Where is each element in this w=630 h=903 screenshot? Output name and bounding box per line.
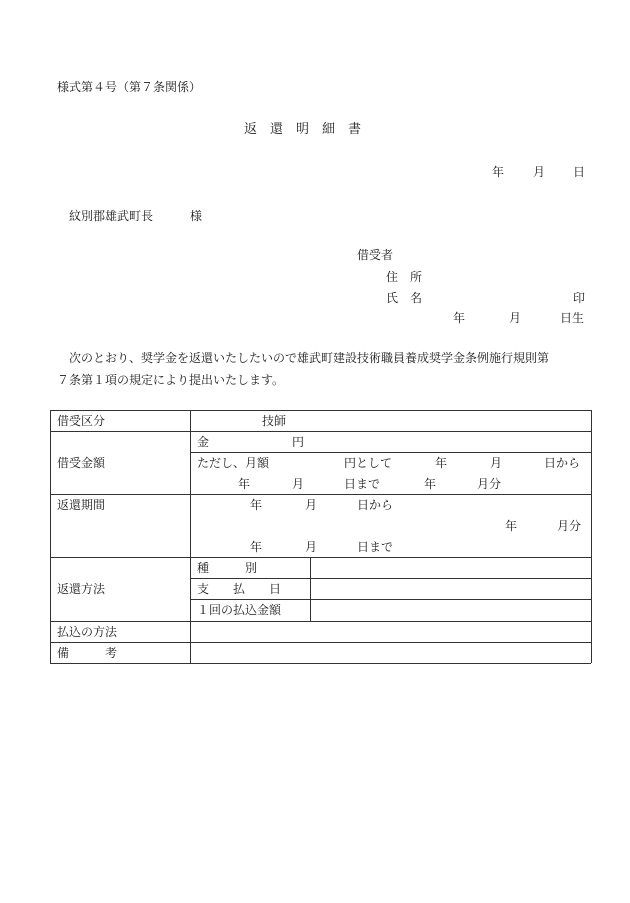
form-number: 様式第４号（第７条関係）	[57, 80, 202, 94]
date-year-label: 年	[492, 165, 505, 179]
borrow-category-label: 借受区分	[57, 414, 106, 428]
birth-month-label: 月	[509, 311, 522, 325]
repay-period-label: 返還期間	[57, 498, 106, 512]
name-label: 氏 名	[386, 291, 423, 305]
payment-method-label: 払込の方法	[57, 625, 118, 639]
repay-method-kind: 種 別	[197, 561, 258, 575]
repay-method-label: 返還方法	[57, 582, 106, 596]
borrow-amount-yen-toshite: 円として	[344, 456, 393, 470]
borrow-amount-to-day: 日まで	[344, 477, 381, 491]
date-day-label: 日	[573, 165, 586, 179]
body-text-line-2: ７条第１項の規定により提出いたします。	[57, 373, 285, 387]
remarks-label: 備 考	[57, 646, 118, 660]
repayment-table	[50, 410, 591, 663]
borrow-category-value: 技師	[262, 414, 287, 428]
borrow-amount-tadashi: ただし、月額	[197, 456, 270, 470]
repay-period-bun-year: 年	[505, 519, 518, 533]
birth-day-label: 日生	[560, 311, 585, 325]
borrow-amount-yen: 円	[292, 435, 305, 449]
repay-period-month-bun: 月分	[557, 519, 582, 533]
repay-period-to-month: 月	[305, 540, 318, 554]
addressee-suffix: 様	[190, 209, 203, 223]
borrow-amount-to-year: 年	[238, 477, 251, 491]
repay-period-from-year: 年	[250, 498, 263, 512]
borrow-amount-bun-year: 年	[424, 477, 437, 491]
repay-period-to-year: 年	[250, 540, 263, 554]
borrow-amount-to-month: 月	[292, 477, 305, 491]
body-text-line-1: 次のとおり、奨学金を返還いたしたいので雄武町建設技術職員養成奨学金条例施行規則第	[69, 351, 550, 365]
borrow-amount-month-bun: 月分	[477, 477, 502, 491]
borrow-amount-from-month: 月	[490, 456, 503, 470]
borrow-amount-from-day: 日から	[544, 456, 581, 470]
seal-mark: 印	[573, 291, 586, 305]
repay-method-per-amount: １回の払込金額	[197, 603, 282, 617]
document-title: 返 還 明 細 書	[244, 122, 362, 137]
address-label: 住 所	[386, 270, 423, 284]
repay-period-to-day: 日まで	[357, 540, 394, 554]
repay-period-from-month: 月	[305, 498, 318, 512]
repay-period-from-day: 日から	[357, 498, 394, 512]
applicant-label: 借受者	[357, 248, 394, 262]
borrow-amount-kin: 金	[197, 435, 210, 449]
borrow-amount-label: 借受金額	[57, 456, 106, 470]
borrow-amount-from-year: 年	[435, 456, 448, 470]
date-month-label: 月	[533, 165, 546, 179]
addressee: 紋別郡雄武町長	[69, 209, 154, 223]
repay-method-pay-day: 支 払 日	[197, 582, 282, 596]
birth-year-label: 年	[453, 311, 466, 325]
